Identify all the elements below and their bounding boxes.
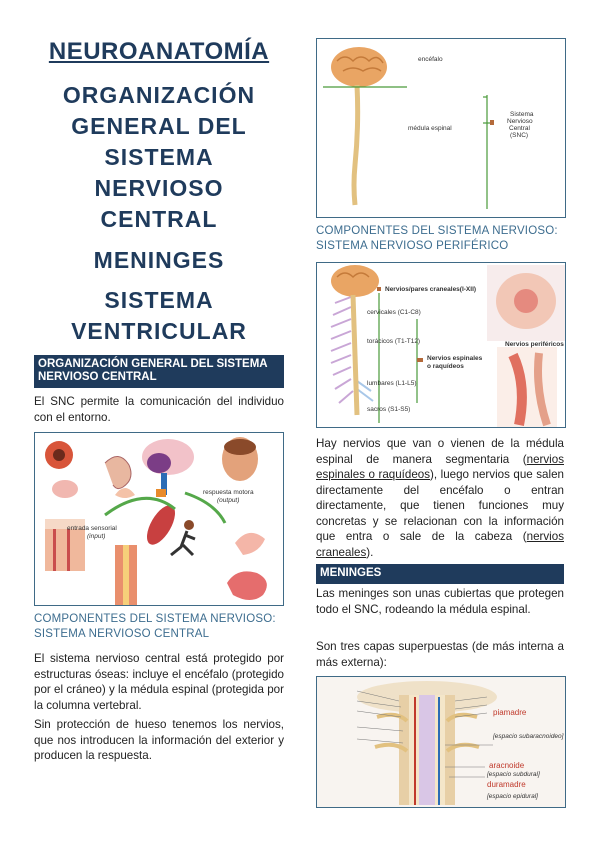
input-output-illustration — [35, 433, 284, 606]
title-organizacion-line2: GENERAL DEL — [71, 113, 247, 139]
title-neuroanatomia: NEUROANATOMÍA — [48, 38, 270, 65]
title-meninges: MENINGES — [93, 247, 225, 273]
label-entrada-sensorial: entrada sensorial — [67, 525, 117, 532]
label-lumbares: lumbares (L1-L5) — [367, 380, 417, 387]
title-ventricular-line1: SISTEMA — [104, 287, 214, 313]
label-espacio-subdural: [espacio subdural] — [487, 771, 540, 778]
label-nervioso: Nervioso — [507, 118, 533, 125]
subheading-snp: COMPONENTES DEL SISTEMA NERVIOSO: SISTEMA NERVIOSO PERIFÉRICO — [316, 225, 558, 252]
snp-text-c: ). — [366, 545, 374, 559]
label-nervios-perifericos: Nervios periféricos — [505, 341, 564, 348]
label-espacio-subaracnoideo: [espacio subaracnoideo] — [493, 733, 564, 740]
label-medula-espinal: médula espinal — [408, 125, 452, 132]
paragraph-meninges-layers: Son tres capas superpuestas (de más interna a más externa): — [316, 640, 564, 669]
label-piamadre: piamadre — [493, 708, 527, 717]
figure-snc — [316, 38, 566, 218]
snp-text-a: Hay nervios que van o vienen de la médula espinal de manera segmentaria ( — [316, 437, 564, 466]
label-respuesta-motora: respuesta motora — [203, 489, 254, 496]
label-cervicales: cervicales (C1-C8) — [367, 309, 421, 316]
label-espacio-epidural: [espacio epidural] — [487, 793, 538, 800]
title-organizacion-line4: NERVIOSO — [94, 175, 224, 201]
figure-input-output — [34, 432, 284, 606]
snp-text-b: ), luego nervios que salen directamente del encéfalo o entran directamente, que tienen funciones muy concretas y se relacionan con la información que entra o sale de la cabeza ( — [316, 468, 564, 543]
intro-paragraph: El SNC permite la comunicación del individuo con el entorno. — [34, 395, 284, 424]
label-nervios-craneales: Nervios/pares craneales(I-XII) — [385, 286, 477, 293]
paragraph-meninges-intro: Las meninges son unas cubiertas que protegen todo el SNC, rodeando la médula espinal. — [316, 587, 564, 616]
link-nervios-espinales[interactable]: nervios espinales o raquídeos — [316, 452, 564, 481]
label-input: (input) — [87, 533, 106, 540]
label-raquideos: o raquídeos — [427, 363, 464, 370]
label-central: Central — [509, 125, 530, 132]
title-organizacion-line3: SISTEMA — [104, 144, 214, 170]
title-ventricular-line2: VENTRICULAR — [71, 318, 247, 344]
paragraph-nervios: Sin protección de hueso tenemos los nervios, que nos introducen la información del exterior y producen la respuesta. — [34, 718, 284, 762]
subheading-snc: COMPONENTES DEL SISTEMA NERVIOSO: SISTEMA NERVIOSO CENTRAL — [34, 613, 276, 640]
title-organizacion-line5: CENTRAL — [100, 206, 218, 232]
section-header-meninges: MENINGES — [316, 564, 564, 584]
label-aracnoide: aracnoide — [489, 761, 525, 770]
link-nervios-craneales[interactable]: nervios craneales — [316, 530, 564, 559]
figure-meninges — [316, 676, 566, 808]
label-encefalo: encéfalo — [418, 56, 443, 63]
label-output: (output) — [217, 497, 240, 504]
label-nervios-espinales: Nervios espinales — [427, 355, 483, 362]
label-sacros: sacros (S1-S5) — [367, 406, 411, 413]
paragraph-snp — [316, 436, 564, 560]
paragraph-snc-protection: El sistema nervioso central está protegido por estructuras óseas: incluye el encéfalo (protegido por el cráneo) y la médula espinal (protegida por la columna vertebral. — [34, 652, 284, 712]
label-duramadre: duramadre — [487, 780, 526, 789]
label-sistema: Sistema — [510, 111, 534, 118]
label-toracicos: torácicos (T1-T12) — [367, 338, 421, 345]
title-organizacion-line1: ORGANIZACIÓN — [62, 82, 256, 108]
label-snc: (SNC) — [510, 132, 529, 139]
meninges-illustration — [317, 677, 566, 808]
figure-snp — [316, 262, 566, 428]
section-header-organizacion: ORGANIZACIÓN GENERAL DEL SISTEMA NERVIOSO CENTRAL — [34, 355, 284, 388]
